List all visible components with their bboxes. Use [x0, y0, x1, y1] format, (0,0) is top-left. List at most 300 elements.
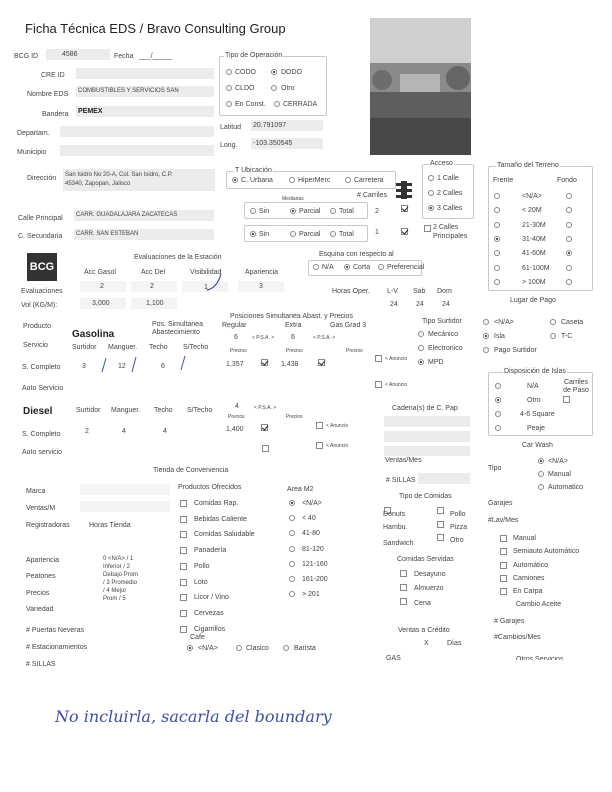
radio-esquina-corta-label: Corta [353, 264, 371, 271]
medianas-label: Medianas [282, 196, 304, 202]
radio-3-calles-label: 3 Calles [437, 205, 463, 212]
check-cena[interactable] [400, 598, 407, 605]
bandera-label: Bandera [42, 111, 69, 118]
vol-label: Vol (KG/M): [21, 302, 58, 309]
ubicacion-title: T Ubicación [235, 167, 272, 174]
tipo-operacion-title: Tipo de Operación [225, 52, 283, 59]
otros-servicios-label: Otros Servicios [516, 656, 564, 660]
gas-col-techo: Techo [149, 344, 168, 351]
precio-label-3: Precios [346, 348, 363, 354]
radio-cafe-clasico-label: Clasico [246, 645, 269, 652]
radio-cafe-barista[interactable] [283, 645, 289, 651]
radio-disp-peaje-label: Peaje [527, 425, 545, 432]
eval-col-visibilidad: Visibilidad [190, 269, 222, 276]
scale-line: / 4 Mejor [103, 588, 127, 594]
radio-wash-na[interactable] [538, 458, 544, 464]
radio-electronico-label: Electronico [428, 345, 463, 352]
radio-disp-na-label: N/A [527, 383, 539, 390]
radio-area-4[interactable] [289, 561, 295, 567]
radio-2-calles-label: 2 Calles [437, 190, 463, 197]
radio-cafe-na-label: <N/A> [198, 645, 218, 652]
car-wash-tipo-label: Tipo [488, 465, 502, 472]
check-row2[interactable] [401, 228, 408, 235]
radio-disp-peaje[interactable] [495, 425, 501, 431]
tamano-option-label: <N/A> [522, 193, 542, 200]
producto-label: Comidas Rap. [194, 500, 239, 507]
radio-esquina-na[interactable] [313, 264, 319, 270]
check-producto-4[interactable] [180, 563, 187, 570]
tienda-precios-label: Precios [26, 590, 50, 597]
tienda-ventas-field[interactable] [80, 501, 170, 512]
radio-area-5[interactable] [289, 576, 295, 582]
vol-value-2[interactable]: 1,100 [146, 300, 164, 307]
area-label: 161-200 [302, 576, 328, 583]
gas-col-surtidor: Surtidor [72, 344, 97, 351]
radio-frente-t5[interactable] [494, 265, 500, 271]
check-almuerzo[interactable] [400, 584, 407, 591]
scale-line: 0 <N/A> / 1 [103, 556, 134, 562]
departam-label: Departam. [17, 130, 50, 137]
radio-row1-total[interactable] [330, 208, 336, 214]
radio-cafe-na[interactable] [187, 645, 193, 651]
calle-principal-value[interactable]: CARR. GUADALAJARA ZACATECAS [76, 212, 178, 218]
radio-pago-surtidor[interactable] [483, 347, 489, 353]
check-anuncio-1[interactable] [375, 355, 382, 362]
radio-mecanico-label: Mecánico [428, 331, 458, 338]
gas-manguer[interactable]: 12 [118, 363, 126, 370]
check-diesel-2[interactable] [262, 445, 269, 452]
radio-cafe-barista-label: Barista [294, 645, 316, 652]
check-extra[interactable] [318, 359, 325, 366]
check-garaje-4[interactable] [500, 588, 507, 595]
long-label: Long. [220, 142, 238, 149]
radio-1-calle-label: 1 Calle [437, 175, 459, 182]
tamano-title: Tamaño del Terreno [497, 162, 559, 169]
tamano-option-label: 31-40M [522, 235, 546, 243]
esquina-title: Esquina con respecto al [319, 251, 394, 258]
carriles-row1[interactable]: 2 [375, 208, 379, 215]
radio-cafe-clasico[interactable] [236, 645, 242, 651]
check-pollo-label: Pollo [450, 511, 466, 518]
radio-pago-na-label: <N/A> [494, 319, 514, 326]
pos-simul-label: Pos. Simultanea Abastecimiento [152, 321, 203, 336]
psa-label-1: < P.S.A. > [252, 335, 275, 341]
direccion-line2[interactable]: 45340, Zapopan, Jalisco [65, 181, 131, 187]
estacionamientos-label: # Estacionamientos [26, 644, 88, 651]
radio-area-2[interactable] [289, 530, 295, 536]
psa-label-diesel: < P.S.A. > [254, 405, 277, 411]
check-otro-comida[interactable] [437, 534, 444, 541]
diesel-col-techo: Techo [154, 407, 173, 414]
cadena-field-3[interactable] [384, 446, 470, 456]
tienda-ventas-label: Ventas/M [26, 505, 56, 512]
num-garajes-label: # Garajes [494, 618, 525, 625]
grade-regular: Regular [222, 322, 247, 329]
radio-disp-na[interactable] [495, 383, 501, 389]
radio-fondo-t5[interactable] [566, 265, 572, 271]
radio-esquina-preferencial[interactable] [378, 264, 384, 270]
eval-acc-gasol[interactable]: 2 [100, 283, 104, 290]
scale-line: Debajo Prom [103, 572, 139, 578]
area-title: Area M2 [287, 486, 314, 493]
bandera-value[interactable]: PEMEX [78, 108, 103, 115]
evaluaciones-row-label: Evaluaciones [21, 288, 63, 295]
producto-label: Panadería [194, 547, 227, 555]
evaluaciones-title: Evaluaciones de la Estación [134, 254, 222, 261]
radio-dodo[interactable] [271, 69, 277, 75]
radio-row1-sin-label: Sin [259, 208, 270, 215]
radio-frente-t3[interactable] [494, 236, 500, 242]
radio-wash-auto-label: Automatico [548, 484, 584, 491]
radio-pago-isla-label: Isla [494, 333, 505, 340]
radio-cerrada[interactable] [274, 101, 280, 107]
check-pizza-label: Pizza [450, 524, 468, 531]
radio-area-6[interactable] [289, 591, 295, 597]
radio-row2-sin[interactable] [250, 231, 256, 237]
auto-servicio-label: Auto Servicio [22, 385, 64, 392]
handwritten-check-mark [205, 270, 225, 294]
productos-title: Productos Ofrecidos [178, 484, 242, 491]
radio-area-1[interactable] [289, 515, 295, 521]
radio-en-const[interactable] [226, 101, 232, 107]
cadena-label: Cadena(s) de C. Pap [392, 405, 458, 412]
cafe-label: Cafe [190, 634, 205, 641]
anuncio-diesel-1: < Anuncio [326, 423, 349, 429]
check-almuerzo-label: Almuerzo [414, 585, 444, 592]
diesel-manguer[interactable]: 4 [122, 428, 126, 435]
area-label: < 40 [302, 515, 316, 523]
horas-label: Horas Oper. [332, 288, 370, 295]
radio-carretera-label: Carretera [354, 177, 384, 184]
frente-label: Frente [493, 177, 514, 184]
radio-pago-surtidor-label: Pago Surtidor [494, 347, 537, 354]
check-regular[interactable] [261, 359, 268, 366]
diesel-surtidor[interactable]: 2 [85, 428, 89, 435]
radio-hipermerc-label: HiperMerc [298, 177, 331, 184]
tamano-option-label: > 100M [522, 278, 546, 286]
eval-visibilidad[interactable]: 1 [204, 284, 208, 291]
gasolina-title: Gasolina [72, 329, 115, 340]
gas-label: GAS [386, 655, 401, 662]
anuncio-label-2: < Anuncio [385, 382, 408, 388]
radio-pago-tc-label: T-C [561, 333, 573, 340]
scale-line: Inferior / 2 [103, 564, 131, 570]
radio-area-0[interactable] [289, 500, 295, 506]
radio-mpd[interactable] [418, 359, 424, 365]
radio-disp-square[interactable] [495, 411, 501, 417]
municipio-label: Municipio [17, 149, 47, 156]
garajes-title: Garajes [488, 500, 513, 507]
calles-principales-label: 2 Calles Principales [433, 224, 468, 240]
area-label: 81-120 [302, 545, 324, 553]
calle-principal-label: Calle Principal [18, 215, 63, 222]
check-calles-principales[interactable] [424, 225, 431, 232]
pos-regular[interactable]: 6 [234, 334, 238, 341]
cambio-aceite-label: Cambio Aceite [516, 601, 562, 608]
fecha-label: Fecha [114, 53, 134, 60]
radio-fondo-t3[interactable] [566, 236, 572, 242]
gas-col-manguer: Manguer. [108, 344, 138, 351]
radio-fondo-t2[interactable] [566, 222, 572, 228]
check-diesel[interactable] [261, 424, 268, 431]
radio-otro-label: Otro [281, 85, 295, 92]
radio-hipermerc[interactable] [289, 177, 295, 183]
producto-label: Loto [194, 578, 208, 586]
carriles-row2[interactable]: 1 [375, 229, 379, 236]
tipo-surtidor-title: Tipo Surtidor [422, 318, 462, 325]
radio-disp-otro-label: Otro [527, 397, 541, 404]
cadena-field-1[interactable] [384, 416, 470, 427]
check-producto-8[interactable] [180, 626, 187, 633]
check-garaje-3[interactable] [500, 575, 507, 582]
area-label: 41-80 [302, 530, 320, 538]
check-producto-1[interactable] [180, 516, 187, 523]
direccion-label: Dirección [27, 175, 57, 182]
station-photo [370, 18, 471, 155]
cre-id-label: CRE ID [41, 72, 65, 79]
servicio-label: Servicio [23, 342, 48, 349]
radio-pago-caseta-label: Caseta [561, 319, 584, 326]
eval-col-acc-gasol: Acc Gasol [84, 269, 116, 276]
marca-label: Marca [26, 488, 46, 495]
latitud-value[interactable]: 20.791097 [253, 122, 287, 129]
disposicion-title: Disposición de Islas [504, 368, 566, 375]
check-carriles-paso[interactable] [563, 396, 570, 403]
radio-area-3[interactable] [289, 546, 295, 552]
check-desayuno-label: Desayuno [414, 571, 446, 578]
check-pizza[interactable] [437, 521, 444, 528]
check-donuts-label: Donuts [383, 511, 406, 518]
radio-frente-t0[interactable] [494, 193, 500, 199]
radio-disp-otro[interactable] [495, 397, 501, 403]
horas-col-sab: Sab [413, 288, 426, 295]
radio-c-urbana-label: C. Urbana [241, 177, 273, 184]
diesel-title: Diesel [23, 406, 53, 417]
ventas-mes-label: Ventas/Mes [385, 457, 422, 464]
radio-frente-t2[interactable] [494, 222, 500, 228]
radio-3-calles[interactable] [428, 205, 434, 211]
horas-sab[interactable]: 24 [416, 301, 424, 308]
scale-line: / 3 Promedio [103, 580, 138, 586]
radio-esquina-corta[interactable] [344, 264, 350, 270]
radio-codo-label: CODO [235, 69, 256, 76]
radio-cldo[interactable] [226, 85, 232, 91]
eval-col-acc-del: Acc Del [141, 269, 166, 276]
car-wash-title: Car Wash [522, 442, 553, 449]
producto-label: Cervezas [194, 609, 224, 617]
radio-2-calles[interactable] [428, 190, 434, 196]
radio-esquina-preferencial-label: Preferencial [387, 264, 425, 271]
ventas-sillas-label: # SILLAS [386, 477, 416, 484]
radio-esquina-na-label: N/A [322, 264, 334, 271]
nombre-eds-value[interactable]: COMBUSTIBLES Y SERVICIOS SAN [78, 88, 179, 94]
check-row1[interactable] [401, 205, 408, 212]
radio-electronico[interactable] [418, 345, 424, 351]
eval-acc-del[interactable]: 2 [150, 283, 154, 290]
carriles-paso-label: Carriles de Paso [563, 379, 589, 394]
check-producto-3[interactable] [180, 547, 187, 554]
producto-label: Cigarrillos [194, 625, 226, 633]
check-desayuno[interactable] [400, 570, 407, 577]
check-garaje-1[interactable] [500, 548, 507, 555]
tamano-option-label: 61-100M [522, 264, 550, 272]
puertas-label: # Puertas Neveras [26, 627, 84, 634]
producto-label: Licor / Vino [194, 594, 229, 602]
pos-extra[interactable]: 6 [291, 334, 295, 341]
radio-pago-na[interactable] [483, 319, 489, 325]
vol-value-1[interactable]: 3,000 [92, 300, 110, 307]
radio-en-const-label: En Const. [235, 101, 266, 108]
lav-mes-label: #Lav/Mes [488, 517, 519, 524]
check-garaje-2[interactable] [500, 562, 507, 569]
diesel-col-stecho: S/Techo [187, 407, 213, 414]
check-producto-0[interactable] [180, 500, 187, 507]
radio-frente-t6[interactable] [494, 279, 500, 285]
radio-c-urbana[interactable] [232, 177, 238, 183]
handwritten-note: No incluirla, sacarla del boundary [55, 707, 332, 726]
check-anuncio-2[interactable] [375, 381, 382, 388]
diesel-pos[interactable]: 4 [235, 403, 239, 410]
check-garaje-0[interactable] [500, 535, 507, 542]
ventas-credito-x[interactable]: X [424, 640, 429, 647]
radio-row1-parcial-label: Parcial [299, 208, 321, 215]
radio-fondo-t0[interactable] [566, 193, 572, 199]
diesel-auto-label: Auto servicio [22, 449, 63, 456]
bcg-id-label: BCG ID [14, 53, 39, 60]
gas-techo[interactable]: 6 [161, 363, 165, 370]
check-producto-2[interactable] [180, 531, 187, 538]
precio-regular[interactable]: 1,357 [226, 361, 244, 368]
area-label: 121-160 [302, 560, 328, 568]
radio-codo[interactable] [226, 69, 232, 75]
check-diesel-anuncio-1[interactable] [316, 422, 323, 429]
horas-tienda-label: Horas Tienda [89, 522, 131, 529]
radio-otro[interactable] [271, 85, 277, 91]
radio-pago-caseta[interactable] [550, 319, 556, 325]
diesel-col-manguer: Manguer. [111, 407, 141, 414]
radio-carretera[interactable] [345, 177, 351, 183]
diesel-techo[interactable]: 4 [163, 428, 167, 435]
check-sandwich-label: Sandwich [383, 540, 414, 547]
departam-field[interactable] [60, 126, 214, 137]
area-label: > 201 [302, 591, 320, 599]
calle-secundaria-value[interactable]: CARR. SAN ESTEBAN [76, 231, 139, 237]
check-producto-6[interactable] [180, 594, 187, 601]
producto-label: Comidas Saludable [194, 531, 255, 539]
bcg-logo: BCG [27, 253, 57, 281]
fecha-value[interactable]: ___/_____ [139, 53, 173, 60]
radio-1-calle[interactable] [428, 175, 434, 181]
scale-line: Prom / 5 [103, 596, 126, 602]
radio-dodo-label: DODO [281, 69, 302, 76]
garaje-option-label: Semiauto Automático [513, 548, 580, 556]
radio-row2-total-label: Total [339, 231, 354, 238]
eval-col-apariencia: Apariencia [245, 269, 279, 276]
tienda-sillas-label: # SILLAS [26, 661, 56, 668]
garaje-option-label: En Carpa [513, 588, 543, 596]
s-completo-label: S. Completo [22, 364, 61, 371]
area-label: <N/A> [302, 500, 322, 507]
horas-lv[interactable]: 24 [390, 301, 398, 308]
bcg-id-value[interactable]: 4586 [62, 51, 78, 58]
gas-surtidor[interactable]: 3 [82, 363, 86, 370]
radio-wash-manual-label: Manual [548, 471, 571, 478]
radio-row1-sin[interactable] [250, 208, 256, 214]
radio-cldo-label: CLDO [235, 85, 255, 92]
horas-dom[interactable]: 24 [442, 301, 450, 308]
check-pollo[interactable] [437, 507, 444, 514]
variedad-label: Variedad [26, 606, 54, 613]
precio-label-1: Precios [230, 348, 247, 354]
anuncio-label-1: < Anuncio [385, 356, 408, 362]
check-diesel-anuncio-2[interactable] [316, 442, 323, 449]
radio-pago-tc[interactable] [550, 333, 556, 339]
producto-label: Bebidas Caliente [194, 515, 247, 523]
radio-row2-parcial[interactable] [290, 231, 296, 237]
pos-header: Posiciones Simultanea Abast. y Precios [230, 313, 353, 320]
check-producto-7[interactable] [180, 610, 187, 617]
radio-mecanico[interactable] [418, 331, 424, 337]
ventas-sillas-field[interactable] [418, 473, 470, 484]
dias-label: Días [447, 640, 462, 647]
radio-pago-isla[interactable] [483, 333, 489, 339]
cre-id-field[interactable] [76, 68, 214, 79]
radio-wash-auto[interactable] [538, 484, 544, 490]
tienda-title: Tienda de Conveniencia [153, 467, 229, 474]
radio-fondo-t6[interactable] [566, 279, 572, 285]
tamano-option-label: 41-60M [522, 250, 546, 258]
grade-3: Gas Grad 3 [330, 322, 367, 329]
radio-row1-total-label: Total [339, 208, 354, 215]
radio-wash-na-label: <N/A> [548, 458, 568, 465]
comidas-servidas-title: Comidas Servidas [397, 556, 454, 563]
cadena-field-2[interactable] [384, 431, 470, 442]
nombre-eds-label: Nombre EDS [27, 91, 69, 98]
check-producto-5[interactable] [180, 579, 187, 586]
gas-col-stecho: S/Techo [183, 344, 209, 351]
check-cena-label: Cena [414, 600, 431, 607]
check-hambu-label: Hambu. [383, 524, 408, 531]
eval-apariencia[interactable]: 3 [259, 283, 263, 290]
tipo-comidas-title: Tipo de Comidas [399, 493, 452, 500]
radio-row2-sin-label: Sin [259, 231, 270, 238]
long-value[interactable]: -103.350545 [253, 140, 293, 147]
radio-cerrada-label: CERRADA [283, 101, 318, 108]
peatones-label: Peatones [26, 573, 56, 580]
radio-disp-square-label: 4-6 Square [520, 411, 555, 418]
radio-wash-manual[interactable] [538, 471, 544, 477]
precio-label-diesel-2: Precios [286, 414, 303, 420]
horas-col-lv: L-V [387, 288, 398, 295]
diesel-precio[interactable]: 1,400 [226, 426, 244, 433]
municipio-field[interactable] [60, 145, 214, 156]
radio-row2-total[interactable] [330, 231, 336, 237]
tamano-option-label: 21-30M [522, 221, 546, 229]
registradoras-label: Registradoras [26, 522, 70, 529]
precio-extra[interactable]: 1,438 [281, 361, 299, 368]
psa-label-2: < P.S.A. > [313, 335, 336, 341]
marca-field[interactable] [80, 484, 170, 495]
cambios-mes-label: #Cambios/Mes [494, 634, 541, 641]
traffic-light-icon [396, 181, 412, 199]
radio-row1-parcial[interactable] [290, 208, 296, 214]
latitud-label: Latitud [220, 124, 242, 131]
precio-label-diesel: Precios [228, 414, 245, 420]
ventas-credito-label: Ventas a Crédito [398, 627, 450, 634]
direccion-line1[interactable]: San Isidro No 20-A, Col. San Isidro, C.P. [65, 172, 173, 178]
page-title: Ficha Técnica EDS / Bravo Consulting Group [25, 21, 286, 36]
tamano-option-label: < 20M [522, 207, 542, 215]
